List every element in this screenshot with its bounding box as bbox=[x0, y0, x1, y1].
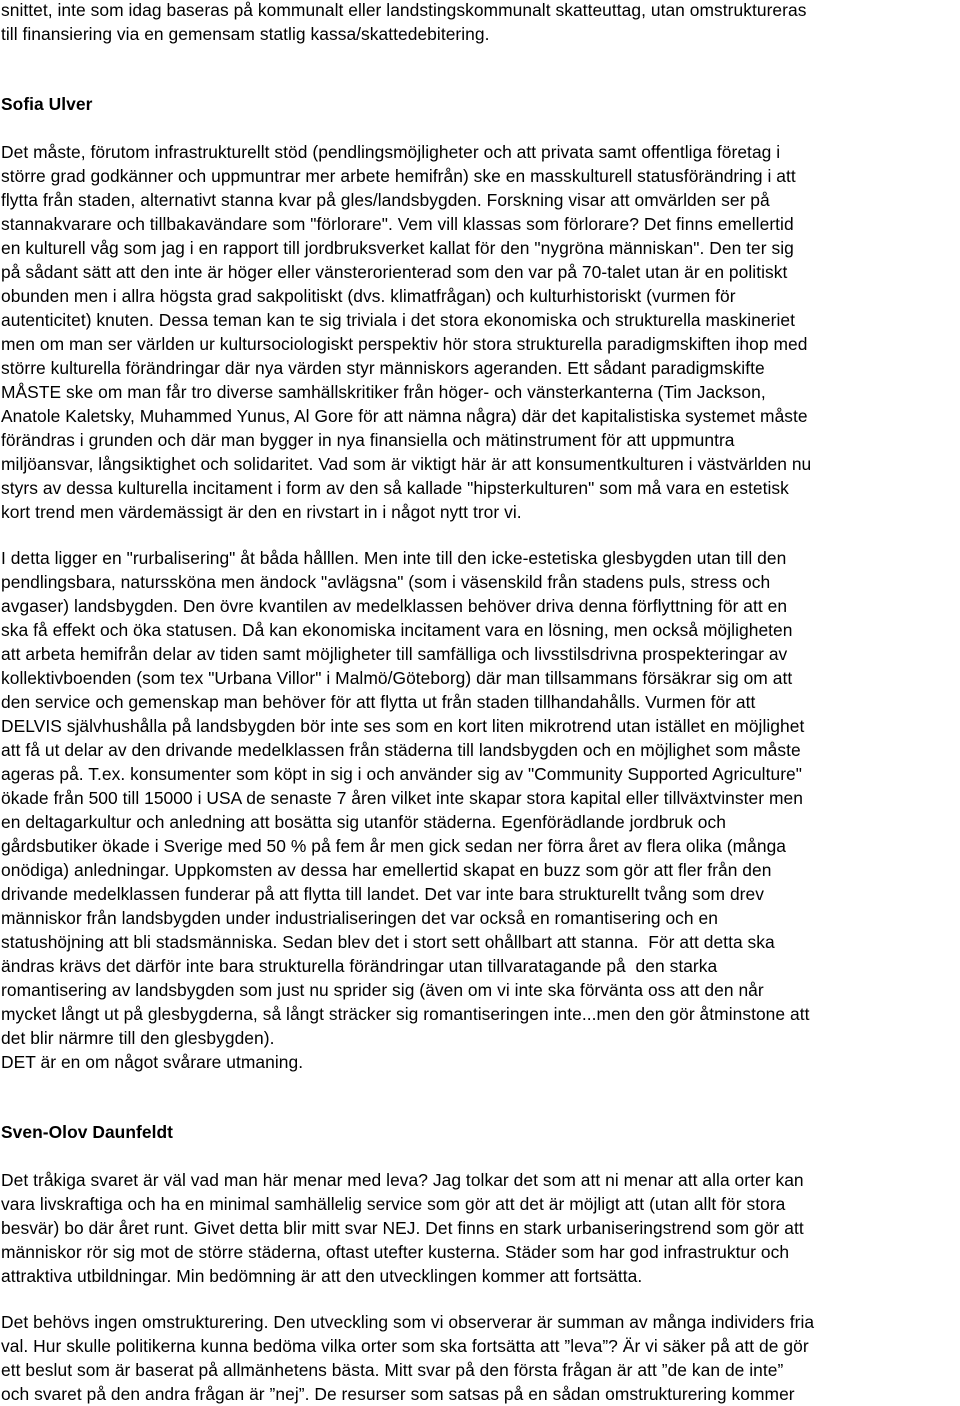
paragraph-line: men om man ser världen ur kultursociologiskt perspektiv hör stora strukturella paradigmskiften ihop med bbox=[1, 334, 808, 354]
paragraph-line: miljöansvar, långsiktighet och solidaritet. Vad som är viktigt här är att konsumentkulturen i västvärlden nu bbox=[1, 454, 812, 474]
paragraph-line: människor från landsbygden under industrialiseringen det var också en romantisering och en bbox=[1, 908, 718, 928]
paragraph-line: en deltagarkultur och anledning att bosätta sig utanför städerna. Egenförädlande jordbruk och bbox=[1, 812, 726, 832]
paragraph-line: kort trend men värdemässigt är den en rivstart in i något nytt tror vi. bbox=[1, 502, 522, 522]
paragraph-line: Det tråkiga svaret är väl vad man här menar med leva? Jag tolkar det som att ni menar att alla orter kan bbox=[1, 1170, 804, 1190]
paragraph-line: mycket långt ut på glesbygderna, så långt sträcker sig romantiseringen inte...men den gör åtminstone att bbox=[1, 1004, 810, 1024]
paragraph-line: ska få effekt och öka statusen. Då kan ekonomiska incitament vara en lösning, men också möjligheten bbox=[1, 620, 793, 640]
paragraph-line: Anatole Kaletsky, Muhammed Yunus, Al Gore för att nämna några) där det kapitalistiska systemet måste bbox=[1, 406, 808, 426]
paragraph-line: avgaser) landsbygden. Den övre kvantilen av medelklassen behöver driva denna förflyttning för att en bbox=[1, 596, 788, 616]
paragraph-line: det blir närmre till den glesbygden). bbox=[1, 1028, 275, 1048]
paragraph-line: I detta ligger en "rurbalisering" åt båda hålllen. Men inte till den icke-estetiska glesbygden utan till den bbox=[1, 548, 787, 568]
paragraph-line: stannakvarare och tillbakavändare som "förlorare". Vem vill klassas som förlorare? Det finns emellertid bbox=[1, 214, 794, 234]
author-heading-ulver: Sofia Ulver bbox=[1, 94, 93, 114]
paragraph-line: Det måste, förutom infrastrukturellt stöd (pendlingsmöjligheter och att privata samt offentliga företag i bbox=[1, 142, 781, 162]
paragraph-line: attraktiva utbildningar. Min bedömning är att den utvecklingen kommer att fortsätta. bbox=[1, 1266, 643, 1286]
paragraph-line: vara livskraftiga och ha en minimal samhällelig service som gör att det är möjligt att (utan allt för stora bbox=[1, 1194, 786, 1214]
paragraph-line: drivande medelklassen funderar på att flytta till landet. Det var inte bara strukturellt tvång som drev bbox=[1, 884, 764, 904]
paragraph-line: statushöjning att bli stadsmänniska. Sedan blev det i stort sett ohållbart att stanna. För att detta ska bbox=[1, 932, 775, 952]
paragraph-line: ökade från 500 till 15000 i USA de senaste 7 åren vilket inte skapar stora kapital eller tillväxtvinster men bbox=[1, 788, 803, 808]
paragraph-line: gårdsbutiker ökade i Sverige med 50 % på fem år men gick sedan ner förra året av flera olika (många bbox=[1, 836, 787, 856]
paragraph-line: ageras på. T.ex. konsumenter som köpt in sig i och använder sig av "Community Supported Agriculture" bbox=[1, 764, 802, 784]
intro-line: till finansiering via en gemensam statlig kassa/skattedebitering. bbox=[1, 24, 490, 44]
paragraph-line: MÅSTE ske om man får tro diverse samhällskritiker från höger- och vänsterkanterna (Tim Jackson, bbox=[1, 382, 766, 402]
paragraph-line: DET är en om något svårare utmaning. bbox=[1, 1052, 304, 1072]
paragraph-line: större kulturella förändringar där nya värden styr människors ageranden. Ett sådant paradigmskifte bbox=[1, 358, 765, 378]
author-heading-daunfeldt: Sven-Olov Daunfeldt bbox=[1, 1122, 173, 1142]
paragraph-line: en kulturell våg som jag i en rapport till jordbruksverket kallat för den "nygröna människan". Den ter sig bbox=[1, 238, 794, 258]
paragraph-line: att arbeta hemifrån delar av tiden samt möjligheter till samfälliga och livsstilsdrivna prospekteringar av bbox=[1, 644, 788, 664]
paragraph-line: ett beslut som är baserat på allmänhetens bästa. Mitt svar på den första frågan är att ”de kan de inte” bbox=[1, 1360, 784, 1380]
paragraph-line: pendlingsbara, naturssköna men ändock "avlägsna" (som i väsenskild från stadens puls, stress och bbox=[1, 572, 771, 592]
paragraph-line: den service och gemenskap man behöver för att flytta ut från staden tillhandahålls. Vurmen för att bbox=[1, 692, 756, 712]
paragraph-line: kollektivboenden (som tex "Urbana Villor" i Malmö/Göteborg) där man tillsammans försäkrar sig om att bbox=[1, 668, 793, 688]
paragraph-line: större grad godkänner och uppmuntrar mer arbete hemifrån) ske en masskulturell statusförändring i att bbox=[1, 166, 796, 186]
intro-line: snittet, inte som idag baseras på kommunalt eller landstingskommunalt skatteuttag, utan omstruktureras bbox=[1, 0, 807, 20]
paragraph-line: på sådant sätt att den inte är höger eller vänsterorienterad som den var på 70-talet utan är en politiskt bbox=[1, 262, 788, 282]
paragraph-line: besvär) bo där året runt. Givet detta blir mitt svar NEJ. Det finns en stark urbaniseringstrend som gör att bbox=[1, 1218, 804, 1238]
paragraph-line: val. Hur skulle politikerna kunna bedöma vilka orter som ska fortsätta att ”leva”? Är vi säker på att de gör bbox=[1, 1336, 809, 1356]
paragraph-line: onödiga) anledningar. Uppkomsten av dessa har emellertid skapat en buzz som gör att fler från den bbox=[1, 860, 772, 880]
paragraph-line: Det behövs ingen omstrukturering. Den utveckling som vi observerar är summan av många individers fria bbox=[1, 1312, 815, 1332]
paragraph-line: styrs av dessa kulturella incitament i form av den så kallade "hipsterkulturen" som må vara en estetisk bbox=[1, 478, 789, 498]
paragraph-line: DELVIS självhushålla på landsbygden bör inte ses som en kort liten mikrotrend utan istället en möjlighet bbox=[1, 716, 805, 736]
paragraph-line: att få ut delar av den drivande medelklassen från städerna till landsbygden och en möjlighet som måste bbox=[1, 740, 801, 760]
paragraph-line: ändras krävs det därför inte bara strukturella förändringar utan tillvaratagande på den starka bbox=[1, 956, 718, 976]
paragraph-line: och svaret på den andra frågan är ”nej”. De resurser som satsas på en sådan omstrukturering kommer bbox=[1, 1384, 795, 1404]
paragraph-line: romantisering av landsbygden som just nu sprider sig (även om vi inte ska förvänta oss att den når bbox=[1, 980, 764, 1000]
paragraph-line: autenticitet) knuten. Dessa teman kan te sig triviala i det stora ekonomiska och strukturella maskineriet bbox=[1, 310, 795, 330]
paragraph-line: förändras i grunden och där man bygger in nya finansiella och mätinstrument för att uppmuntra bbox=[1, 430, 735, 450]
paragraph-line: människor rör sig mot de större städerna, oftast utefter kusterna. Städer som har god infrastruktur och bbox=[1, 1242, 790, 1262]
paragraph-line: flytta från staden, alternativt stanna kvar på gles/landsbygden. Forskning visar att omvärlden ser på bbox=[1, 190, 770, 210]
paragraph-line: obunden men i allra högsta grad sakpolitiskt (dvs. klimatfrågan) och kulturhistoriskt (vurmen för bbox=[1, 286, 736, 306]
